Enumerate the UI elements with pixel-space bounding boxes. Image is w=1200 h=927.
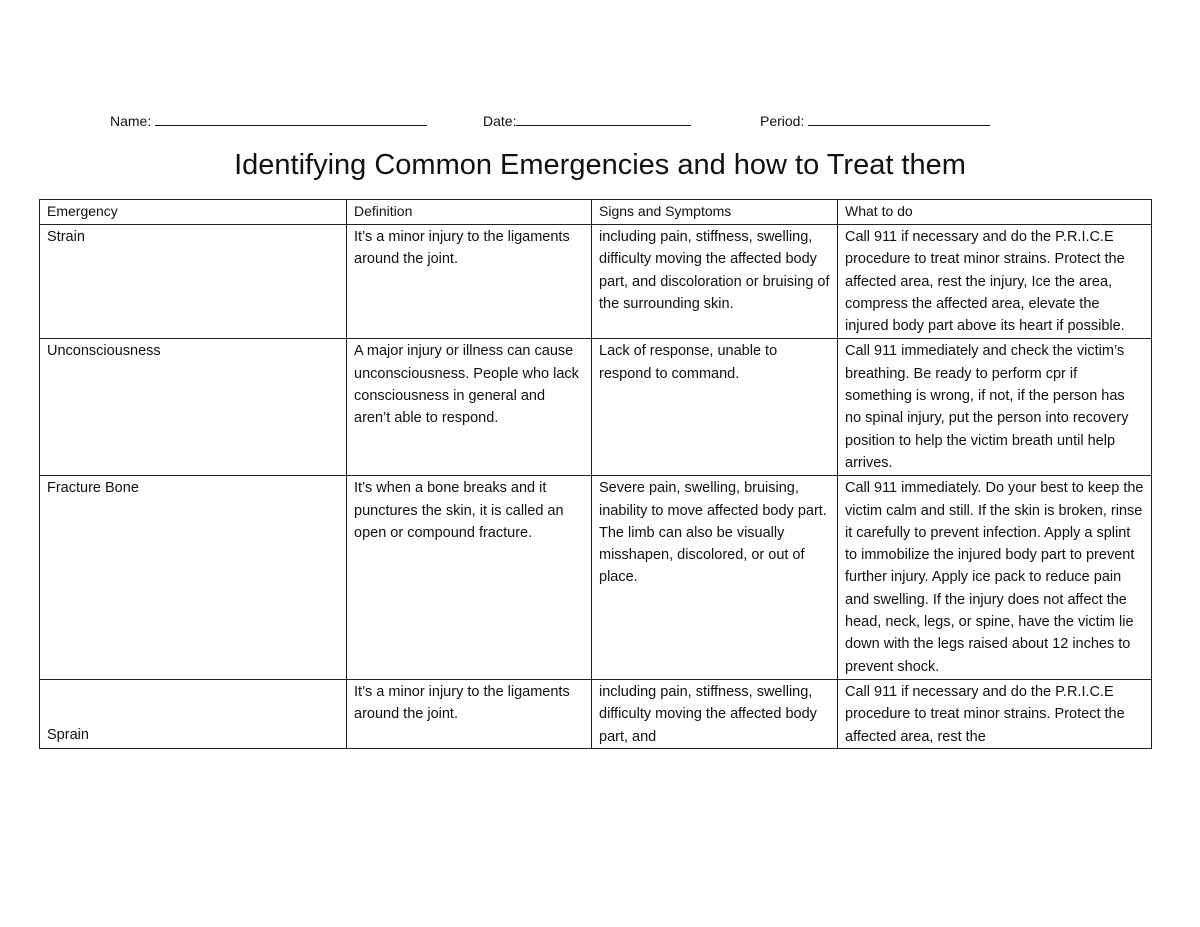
- date-field[interactable]: [483, 111, 691, 129]
- name-field[interactable]: [110, 111, 427, 129]
- table-row: [40, 339, 1152, 476]
- date-label: Date:: [483, 113, 517, 129]
- what-to-do-cell: [838, 679, 1152, 748]
- signs-cell: [592, 679, 838, 748]
- what-to-do-cell: Call 911 immediately. Do your best to keep the victim calm and still. If the skin is broken, rinse it carefully to prevent infection. Apply a splint to immobilize the injured body part to prevent further injury. Apply ice pack to reduce pain and swelling. If the injury does not affect the head, neck, legs, or spine, have the victim lie down with the legs raised about 12 inches to prevent shock.: [838, 476, 1152, 680]
- name-label: Name:: [110, 113, 152, 129]
- emergency-table: [39, 199, 1152, 749]
- what-to-do-text: Call 911 if necessary and do the P.R.I.C.E procedure to treat minor strains. Protect the affected area, rest the: [845, 683, 1125, 745]
- signs-cell: Lack of response, unable to respond to command.: [592, 339, 838, 476]
- emergency-name: Sprain: [40, 679, 347, 748]
- table-header-row: [40, 200, 1152, 225]
- what-to-do-cell: Call 911 if necessary and do the P.R.I.C.E procedure to treat minor strains. Protect the affected area, rest the injury, Ice the area, compress the affected area, elevate the injured body part above its heart if possible.: [838, 225, 1152, 339]
- column-header-signs: Signs and Symptoms: [592, 200, 838, 225]
- date-blank-line: [516, 111, 691, 126]
- definition-cell: A major injury or illness can cause unconsciousness. People who lack consciousness in general and aren’t able to respond.: [347, 339, 592, 476]
- emergency-name: Unconsciousness: [40, 339, 347, 476]
- table-row: [40, 225, 1152, 339]
- signs-cell: Severe pain, swelling, bruising, inability to move affected body part. The limb can also be visually misshapen, discolored, or out of place.: [592, 476, 838, 680]
- definition-cell: It’s a minor injury to the ligaments around the joint.: [347, 225, 592, 339]
- definition-text: It’s a minor injury to the ligaments around the joint.: [354, 683, 570, 723]
- column-header-definition: Definition: [347, 200, 592, 225]
- emergency-name: Strain: [40, 225, 347, 339]
- period-field[interactable]: [760, 111, 990, 129]
- definition-cell: It’s when a bone breaks and it punctures the skin, it is called an open or compound fracture.: [347, 476, 592, 680]
- table-row: [40, 476, 1152, 680]
- period-blank-line: [808, 111, 990, 126]
- header-fields: [110, 111, 1010, 131]
- what-to-do-cell: Call 911 immediately and check the victim’s breathing. Be ready to perform cpr if something is wrong, if not, if the person has no spinal injury, put the person into recovery position to help the victim breath until help arrives.: [838, 339, 1152, 476]
- page-title: Identifying Common Emergencies and how to Treat them: [234, 149, 966, 181]
- emergency-name: Fracture Bone: [40, 476, 347, 680]
- name-blank-line: [155, 111, 427, 126]
- column-header-what-to-do: What to do: [838, 200, 1152, 225]
- signs-cell: including pain, stiffness, swelling, difficulty moving the affected body part, and discoloration or bruising of the surrounding skin.: [592, 225, 838, 339]
- column-header-emergency: Emergency: [40, 200, 347, 225]
- table-row: [40, 679, 1152, 748]
- definition-cell: [347, 679, 592, 748]
- period-label: Period:: [760, 113, 805, 129]
- signs-text: including pain, stiffness, swelling, difficulty moving the affected body part, and: [599, 683, 817, 745]
